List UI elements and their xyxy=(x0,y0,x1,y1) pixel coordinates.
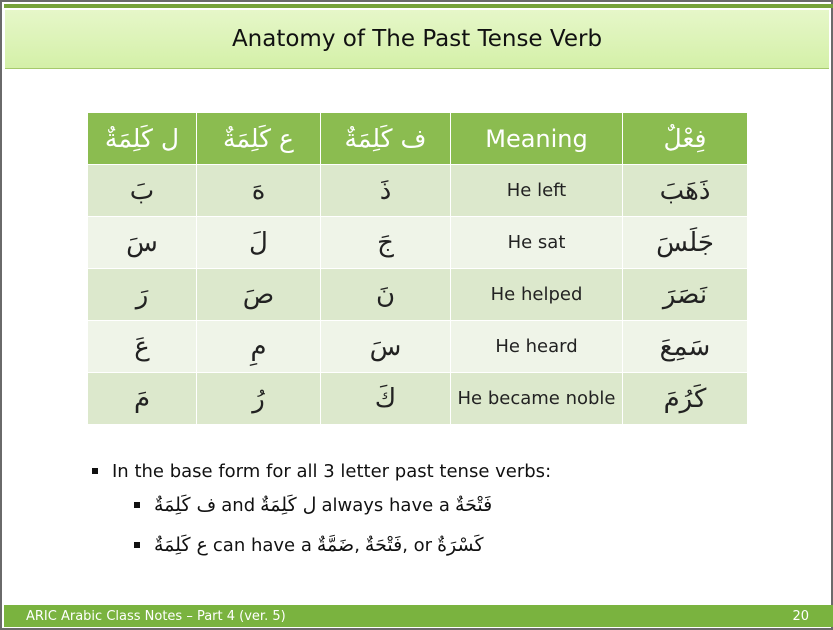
table-cell: ذَهَبَ xyxy=(623,165,747,217)
table-cell: مَ xyxy=(88,373,197,425)
footer-course-label: ARIC Arabic Class Notes – Part 4 (ver. 5) xyxy=(26,608,286,624)
table-cell: جَ xyxy=(321,217,451,269)
table-cell: He sat xyxy=(451,217,623,269)
bullet-main-text: In the base form for all 3 letter past tense verbs: xyxy=(112,460,552,482)
verb-anatomy-table xyxy=(88,113,747,425)
table-cell: رُ xyxy=(197,373,321,425)
term-fatha: فَتْحَةٌ xyxy=(454,494,493,516)
bullet-separator: , xyxy=(354,534,360,556)
slide-top-accent xyxy=(4,4,833,8)
term-fa-kalima: ف كَلِمَةٌ xyxy=(154,494,217,516)
table-cell: رَ xyxy=(88,269,197,321)
header-fil: فِعْلٌ xyxy=(623,113,747,165)
table-cell: نَصَرَ xyxy=(623,269,747,321)
bullet-sub-1 xyxy=(134,485,790,525)
bullet-main xyxy=(90,457,790,485)
header-fa-kalima: ف كَلِمَةٌ xyxy=(321,113,451,165)
table-cell: سَ xyxy=(88,217,197,269)
table-cell: جَلَسَ xyxy=(623,217,747,269)
term-kasra: كَسْرَةٌ xyxy=(437,534,484,556)
bullet-text: , or xyxy=(402,534,433,556)
slide-title: Anatomy of The Past Tense Verb xyxy=(231,26,603,52)
bullet-text: always have a xyxy=(321,494,450,516)
bullet-list xyxy=(90,457,790,565)
table-cell: سَمِعَ xyxy=(623,321,747,373)
slide-footer xyxy=(4,605,833,627)
page-number: 20 xyxy=(792,608,809,624)
table-cell: He heard xyxy=(451,321,623,373)
table-cell: مِ xyxy=(197,321,321,373)
bullet-text: and xyxy=(221,494,256,516)
table-cell: He became noble xyxy=(451,373,623,425)
title-banner xyxy=(5,10,829,69)
table-cell: لَ xyxy=(197,217,321,269)
header-lam-kalima: ل كَلِمَةٌ xyxy=(88,113,197,165)
table-cell: He helped xyxy=(451,269,623,321)
term-damma: ضَمَّةٌ xyxy=(316,534,355,556)
term-ain-kalima: ع كَلِمَةٌ xyxy=(154,534,208,556)
table-cell: كَرُمَ xyxy=(623,373,747,425)
header-meaning: Meaning xyxy=(451,113,623,165)
table-cell: عَ xyxy=(88,321,197,373)
header-ain-kalima: ع كَلِمَةٌ xyxy=(197,113,321,165)
table-cell: ذَ xyxy=(321,165,451,217)
bullet-square-icon xyxy=(134,502,140,508)
bullet-square-icon xyxy=(134,542,140,548)
table-cell: هَ xyxy=(197,165,321,217)
bullet-text: can have a xyxy=(212,534,312,556)
table-cell: سَ xyxy=(321,321,451,373)
table-cell: صَ xyxy=(197,269,321,321)
table-cell: نَ xyxy=(321,269,451,321)
bullet-sub-2 xyxy=(134,525,790,565)
table-cell: He left xyxy=(451,165,623,217)
term-lam-kalima: ل كَلِمَةٌ xyxy=(260,494,317,516)
term-fatha: فَتْحَةٌ xyxy=(364,534,403,556)
table-cell: بَ xyxy=(88,165,197,217)
table-cell: كَ xyxy=(321,373,451,425)
bullet-square-icon xyxy=(92,468,98,474)
